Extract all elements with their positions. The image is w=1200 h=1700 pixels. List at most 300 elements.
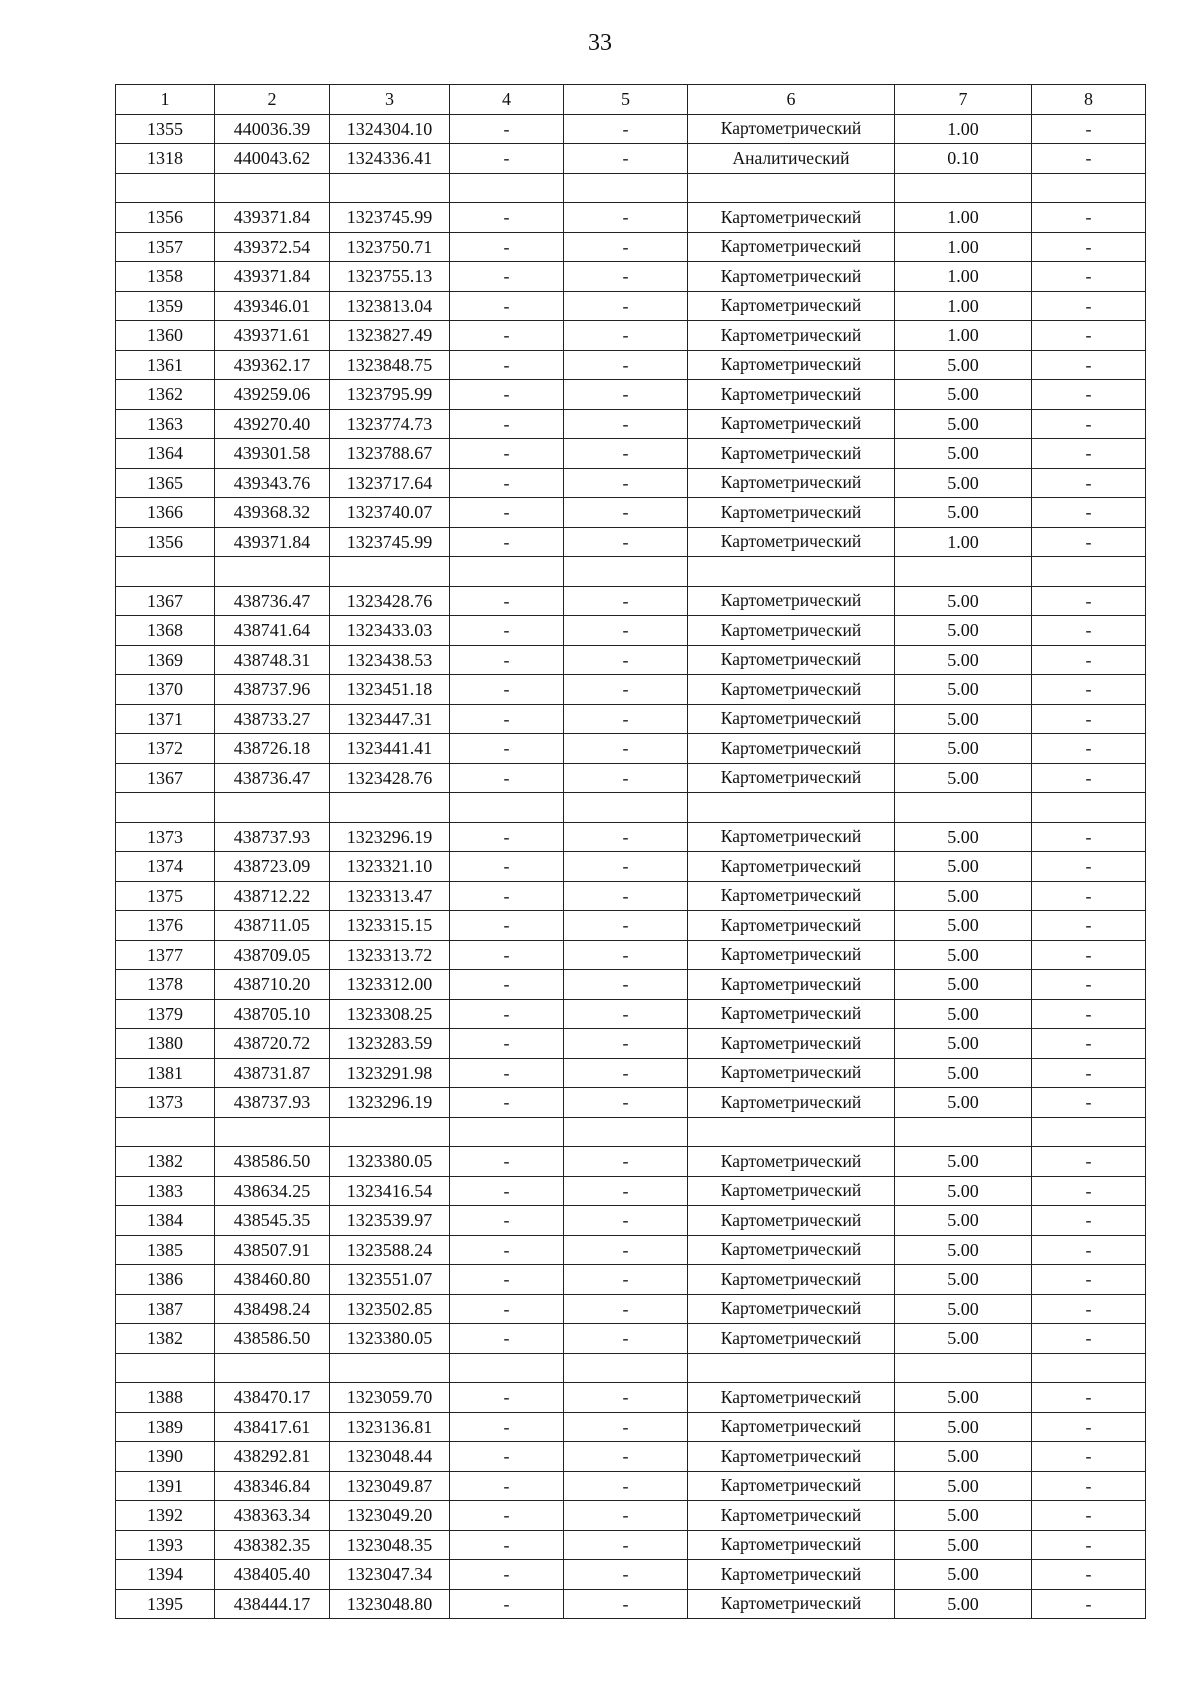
col-5-cell: - <box>564 498 688 528</box>
accuracy-cell: 5.00 <box>895 1589 1032 1619</box>
col-5-cell: - <box>564 439 688 469</box>
table-row <box>116 439 1146 469</box>
table-row <box>116 675 1146 705</box>
col-8-cell: - <box>1032 498 1146 528</box>
col-4-cell: - <box>450 232 564 262</box>
col-5-cell: - <box>564 1235 688 1265</box>
header-cell: 7 <box>895 85 1032 115</box>
col-4-cell: - <box>450 1412 564 1442</box>
y-coordinate-cell: 1323447.31 <box>330 704 450 734</box>
accuracy-cell: 5.00 <box>895 645 1032 675</box>
method-cell: Картометрический <box>688 999 895 1029</box>
col-8-cell <box>1032 1117 1146 1147</box>
y-coordinate-cell: 1323745.99 <box>330 527 450 557</box>
accuracy-cell: 5.00 <box>895 999 1032 1029</box>
point-number-cell: 1361 <box>116 350 215 380</box>
col-8-cell: - <box>1032 468 1146 498</box>
col-4-cell: - <box>450 675 564 705</box>
col-4-cell <box>450 173 564 203</box>
accuracy-cell: 5.00 <box>895 409 1032 439</box>
x-coordinate-cell: 439346.01 <box>215 291 330 321</box>
col-5-cell: - <box>564 586 688 616</box>
method-cell: Картометрический <box>688 616 895 646</box>
method-cell: Картометрический <box>688 852 895 882</box>
x-coordinate-cell: 438292.81 <box>215 1442 330 1472</box>
col-4-cell: - <box>450 763 564 793</box>
col-8-cell: - <box>1032 1147 1146 1177</box>
accuracy-cell: 5.00 <box>895 439 1032 469</box>
col-8-cell <box>1032 173 1146 203</box>
col-5-cell: - <box>564 1412 688 1442</box>
table-header <box>116 85 1146 115</box>
y-coordinate-cell: 1323380.05 <box>330 1324 450 1354</box>
col-8-cell: - <box>1032 1324 1146 1354</box>
method-cell: Картометрический <box>688 321 895 351</box>
x-coordinate-cell: 438705.10 <box>215 999 330 1029</box>
col-8-cell <box>1032 557 1146 587</box>
table-row <box>116 203 1146 233</box>
col-5-cell: - <box>564 262 688 292</box>
accuracy-cell <box>895 1117 1032 1147</box>
col-4-cell: - <box>450 1530 564 1560</box>
col-5-cell <box>564 793 688 823</box>
col-4-cell: - <box>450 1471 564 1501</box>
accuracy-cell: 5.00 <box>895 1530 1032 1560</box>
accuracy-cell: 5.00 <box>895 350 1032 380</box>
x-coordinate-cell: 439259.06 <box>215 380 330 410</box>
page-number: 33 <box>588 30 612 56</box>
col-8-cell: - <box>1032 822 1146 852</box>
x-coordinate-cell: 439371.84 <box>215 262 330 292</box>
accuracy-cell: 1.00 <box>895 291 1032 321</box>
table-row <box>116 1294 1146 1324</box>
point-number-cell: 1393 <box>116 1530 215 1560</box>
accuracy-cell: 5.00 <box>895 822 1032 852</box>
point-number-cell: 1370 <box>116 675 215 705</box>
col-8-cell: - <box>1032 203 1146 233</box>
point-number-cell: 1383 <box>116 1176 215 1206</box>
y-coordinate-cell: 1323755.13 <box>330 262 450 292</box>
method-cell: Картометрический <box>688 1383 895 1413</box>
accuracy-cell <box>895 173 1032 203</box>
x-coordinate-cell: 438363.34 <box>215 1501 330 1531</box>
table-row <box>116 1589 1146 1619</box>
accuracy-cell: 5.00 <box>895 586 1032 616</box>
col-4-cell: - <box>450 1560 564 1590</box>
x-coordinate-cell: 438460.80 <box>215 1265 330 1295</box>
x-coordinate-cell: 439371.84 <box>215 203 330 233</box>
col-4-cell: - <box>450 409 564 439</box>
point-number-cell <box>116 557 215 587</box>
header-cell: 8 <box>1032 85 1146 115</box>
accuracy-cell: 0.10 <box>895 144 1032 174</box>
table-row <box>116 1560 1146 1590</box>
col-4-cell: - <box>450 203 564 233</box>
method-cell: Картометрический <box>688 1058 895 1088</box>
y-coordinate-cell: 1323788.67 <box>330 439 450 469</box>
x-coordinate-cell: 439371.61 <box>215 321 330 351</box>
y-coordinate-cell: 1323428.76 <box>330 763 450 793</box>
col-8-cell: - <box>1032 350 1146 380</box>
x-coordinate-cell: 439301.58 <box>215 439 330 469</box>
x-coordinate-cell: 438731.87 <box>215 1058 330 1088</box>
x-coordinate-cell: 439343.76 <box>215 468 330 498</box>
col-4-cell: - <box>450 1235 564 1265</box>
point-number-cell: 1364 <box>116 439 215 469</box>
table-body <box>116 114 1146 1619</box>
accuracy-cell: 5.00 <box>895 734 1032 764</box>
y-coordinate-cell: 1323296.19 <box>330 1088 450 1118</box>
method-cell: Картометрический <box>688 1589 895 1619</box>
method-cell: Картометрический <box>688 291 895 321</box>
table-row <box>116 1265 1146 1295</box>
method-cell: Картометрический <box>688 970 895 1000</box>
col-5-cell: - <box>564 1560 688 1590</box>
col-4-cell: - <box>450 527 564 557</box>
col-5-cell: - <box>564 409 688 439</box>
point-number-cell: 1375 <box>116 881 215 911</box>
col-4-cell: - <box>450 881 564 911</box>
col-4-cell: - <box>450 1176 564 1206</box>
col-4-cell: - <box>450 114 564 144</box>
col-5-cell <box>564 173 688 203</box>
col-8-cell: - <box>1032 1383 1146 1413</box>
method-cell: Картометрический <box>688 1265 895 1295</box>
col-5-cell: - <box>564 881 688 911</box>
accuracy-cell: 5.00 <box>895 1029 1032 1059</box>
col-4-cell: - <box>450 999 564 1029</box>
table-row <box>116 1176 1146 1206</box>
method-cell: Картометрический <box>688 439 895 469</box>
col-4-cell: - <box>450 616 564 646</box>
point-number-cell: 1394 <box>116 1560 215 1590</box>
x-coordinate-cell: 438737.96 <box>215 675 330 705</box>
header-cell: 2 <box>215 85 330 115</box>
col-8-cell: - <box>1032 616 1146 646</box>
accuracy-cell: 5.00 <box>895 1235 1032 1265</box>
col-4-cell: - <box>450 822 564 852</box>
table-row <box>116 291 1146 321</box>
col-8-cell: - <box>1032 439 1146 469</box>
accuracy-cell: 5.00 <box>895 1324 1032 1354</box>
table-row <box>116 999 1146 1029</box>
accuracy-cell: 1.00 <box>895 114 1032 144</box>
point-number-cell: 1376 <box>116 911 215 941</box>
x-coordinate-cell: 438507.91 <box>215 1235 330 1265</box>
point-number-cell <box>116 793 215 823</box>
point-number-cell: 1386 <box>116 1265 215 1295</box>
table-row <box>116 852 1146 882</box>
y-coordinate-cell: 1323745.99 <box>330 203 450 233</box>
table-row <box>116 114 1146 144</box>
header-cell: 5 <box>564 85 688 115</box>
method-cell: Картометрический <box>688 1147 895 1177</box>
point-number-cell: 1366 <box>116 498 215 528</box>
accuracy-cell: 5.00 <box>895 1058 1032 1088</box>
method-cell: Картометрический <box>688 881 895 911</box>
col-4-cell <box>450 1353 564 1383</box>
accuracy-cell: 5.00 <box>895 1088 1032 1118</box>
col-8-cell: - <box>1032 144 1146 174</box>
point-number-cell: 1368 <box>116 616 215 646</box>
y-coordinate-cell: 1323539.97 <box>330 1206 450 1236</box>
col-4-cell: - <box>450 1029 564 1059</box>
point-number-cell: 1362 <box>116 380 215 410</box>
col-8-cell: - <box>1032 999 1146 1029</box>
table-row <box>116 409 1146 439</box>
col-5-cell: - <box>564 1294 688 1324</box>
col-4-cell <box>450 793 564 823</box>
table-row <box>116 350 1146 380</box>
point-number-cell: 1371 <box>116 704 215 734</box>
method-cell: Картометрический <box>688 1235 895 1265</box>
table-row <box>116 1058 1146 1088</box>
table-row <box>116 1353 1146 1383</box>
point-number-cell: 1367 <box>116 586 215 616</box>
y-coordinate-cell: 1323813.04 <box>330 291 450 321</box>
x-coordinate-cell <box>215 1353 330 1383</box>
col-4-cell: - <box>450 1442 564 1472</box>
col-5-cell: - <box>564 1265 688 1295</box>
method-cell: Картометрический <box>688 1501 895 1531</box>
method-cell: Картометрический <box>688 911 895 941</box>
method-cell: Картометрический <box>688 114 895 144</box>
point-number-cell: 1356 <box>116 527 215 557</box>
col-4-cell: - <box>450 1589 564 1619</box>
accuracy-cell <box>895 793 1032 823</box>
y-coordinate-cell: 1323296.19 <box>330 822 450 852</box>
method-cell <box>688 557 895 587</box>
method-cell: Картометрический <box>688 1294 895 1324</box>
col-5-cell: - <box>564 1530 688 1560</box>
method-cell: Картометрический <box>688 704 895 734</box>
col-5-cell: - <box>564 616 688 646</box>
accuracy-cell: 1.00 <box>895 321 1032 351</box>
accuracy-cell: 5.00 <box>895 1265 1032 1295</box>
accuracy-cell: 5.00 <box>895 468 1032 498</box>
col-4-cell: - <box>450 704 564 734</box>
table-row <box>116 911 1146 941</box>
method-cell: Картометрический <box>688 1176 895 1206</box>
col-5-cell: - <box>564 291 688 321</box>
col-8-cell: - <box>1032 262 1146 292</box>
table-row <box>116 232 1146 262</box>
point-number-cell: 1358 <box>116 262 215 292</box>
method-cell: Картометрический <box>688 527 895 557</box>
x-coordinate-cell: 438417.61 <box>215 1412 330 1442</box>
col-5-cell: - <box>564 380 688 410</box>
col-4-cell: - <box>450 1383 564 1413</box>
accuracy-cell: 5.00 <box>895 498 1032 528</box>
col-8-cell: - <box>1032 1029 1146 1059</box>
point-number-cell: 1384 <box>116 1206 215 1236</box>
x-coordinate-cell: 438382.35 <box>215 1530 330 1560</box>
col-5-cell: - <box>564 675 688 705</box>
method-cell: Картометрический <box>688 468 895 498</box>
col-5-cell: - <box>564 1383 688 1413</box>
y-coordinate-cell: 1323551.07 <box>330 1265 450 1295</box>
col-4-cell: - <box>450 1265 564 1295</box>
accuracy-cell: 5.00 <box>895 1501 1032 1531</box>
method-cell: Картометрический <box>688 498 895 528</box>
y-coordinate-cell <box>330 793 450 823</box>
table-row <box>116 763 1146 793</box>
col-8-cell: - <box>1032 1294 1146 1324</box>
accuracy-cell: 5.00 <box>895 763 1032 793</box>
method-cell: Картометрический <box>688 763 895 793</box>
y-coordinate-cell: 1323502.85 <box>330 1294 450 1324</box>
col-5-cell: - <box>564 704 688 734</box>
x-coordinate-cell <box>215 557 330 587</box>
header-cell: 6 <box>688 85 895 115</box>
col-8-cell: - <box>1032 911 1146 941</box>
table-row <box>116 557 1146 587</box>
col-4-cell: - <box>450 940 564 970</box>
point-number-cell: 1391 <box>116 1471 215 1501</box>
method-cell: Картометрический <box>688 1560 895 1590</box>
method-cell: Картометрический <box>688 645 895 675</box>
table-row <box>116 616 1146 646</box>
col-4-cell: - <box>450 1501 564 1531</box>
x-coordinate-cell: 438346.84 <box>215 1471 330 1501</box>
table-row <box>116 1471 1146 1501</box>
col-8-cell: - <box>1032 881 1146 911</box>
col-8-cell: - <box>1032 763 1146 793</box>
col-5-cell: - <box>564 1589 688 1619</box>
y-coordinate-cell <box>330 1353 450 1383</box>
y-coordinate-cell: 1324304.10 <box>330 114 450 144</box>
x-coordinate-cell: 440043.62 <box>215 144 330 174</box>
y-coordinate-cell: 1323049.20 <box>330 1501 450 1531</box>
col-5-cell: - <box>564 1147 688 1177</box>
col-5-cell: - <box>564 1471 688 1501</box>
point-number-cell: 1382 <box>116 1147 215 1177</box>
x-coordinate-cell: 438726.18 <box>215 734 330 764</box>
x-coordinate-cell: 438545.35 <box>215 1206 330 1236</box>
x-coordinate-cell: 438736.47 <box>215 586 330 616</box>
col-4-cell: - <box>450 321 564 351</box>
table-row <box>116 1530 1146 1560</box>
table-row <box>116 940 1146 970</box>
y-coordinate-cell: 1323048.35 <box>330 1530 450 1560</box>
table-row <box>116 822 1146 852</box>
header-cell: 1 <box>116 85 215 115</box>
col-8-cell: - <box>1032 1235 1146 1265</box>
method-cell: Картометрический <box>688 940 895 970</box>
point-number-cell: 1356 <box>116 203 215 233</box>
y-coordinate-cell: 1323428.76 <box>330 586 450 616</box>
y-coordinate-cell: 1323774.73 <box>330 409 450 439</box>
accuracy-cell: 5.00 <box>895 380 1032 410</box>
col-5-cell: - <box>564 1206 688 1236</box>
col-5-cell: - <box>564 350 688 380</box>
x-coordinate-cell <box>215 793 330 823</box>
col-8-cell: - <box>1032 321 1146 351</box>
table-row <box>116 1412 1146 1442</box>
point-number-cell: 1388 <box>116 1383 215 1413</box>
y-coordinate-cell: 1323438.53 <box>330 645 450 675</box>
table-row <box>116 1324 1146 1354</box>
table-row <box>116 321 1146 351</box>
point-number-cell: 1318 <box>116 144 215 174</box>
accuracy-cell: 5.00 <box>895 1412 1032 1442</box>
col-5-cell: - <box>564 203 688 233</box>
table-row <box>116 1501 1146 1531</box>
accuracy-cell: 5.00 <box>895 911 1032 941</box>
accuracy-cell: 5.00 <box>895 1383 1032 1413</box>
table-row <box>116 970 1146 1000</box>
col-5-cell: - <box>564 1088 688 1118</box>
y-coordinate-cell: 1323048.44 <box>330 1442 450 1472</box>
point-number-cell <box>116 1353 215 1383</box>
table-row <box>116 734 1146 764</box>
col-8-cell: - <box>1032 232 1146 262</box>
method-cell: Картометрический <box>688 822 895 852</box>
table-row <box>116 498 1146 528</box>
col-5-cell: - <box>564 527 688 557</box>
x-coordinate-cell: 438737.93 <box>215 1088 330 1118</box>
x-coordinate-cell: 439371.84 <box>215 527 330 557</box>
method-cell: Картометрический <box>688 1206 895 1236</box>
accuracy-cell: 5.00 <box>895 1206 1032 1236</box>
point-number-cell <box>116 173 215 203</box>
x-coordinate-cell: 438405.40 <box>215 1560 330 1590</box>
col-4-cell: - <box>450 852 564 882</box>
col-8-cell: - <box>1032 1058 1146 1088</box>
x-coordinate-cell: 438586.50 <box>215 1147 330 1177</box>
col-8-cell <box>1032 793 1146 823</box>
col-5-cell: - <box>564 1029 688 1059</box>
col-4-cell: - <box>450 911 564 941</box>
x-coordinate-cell: 439362.17 <box>215 350 330 380</box>
col-5-cell <box>564 1117 688 1147</box>
method-cell: Картометрический <box>688 1471 895 1501</box>
method-cell: Картометрический <box>688 380 895 410</box>
col-5-cell: - <box>564 144 688 174</box>
table-row <box>116 468 1146 498</box>
col-5-cell: - <box>564 1442 688 1472</box>
col-8-cell: - <box>1032 704 1146 734</box>
point-number-cell <box>116 1117 215 1147</box>
y-coordinate-cell: 1323795.99 <box>330 380 450 410</box>
method-cell <box>688 173 895 203</box>
y-coordinate-cell: 1323433.03 <box>330 616 450 646</box>
method-cell: Картометрический <box>688 203 895 233</box>
col-8-cell: - <box>1032 970 1146 1000</box>
x-coordinate-cell: 440036.39 <box>215 114 330 144</box>
method-cell: Картометрический <box>688 1324 895 1354</box>
coordinates-table <box>115 84 1146 1619</box>
table-row <box>116 1206 1146 1236</box>
accuracy-cell: 5.00 <box>895 1560 1032 1590</box>
point-number-cell: 1392 <box>116 1501 215 1531</box>
col-4-cell: - <box>450 468 564 498</box>
col-8-cell: - <box>1032 409 1146 439</box>
col-4-cell: - <box>450 970 564 1000</box>
table-row <box>116 1235 1146 1265</box>
col-8-cell: - <box>1032 1265 1146 1295</box>
table-row <box>116 1383 1146 1413</box>
col-4-cell: - <box>450 1058 564 1088</box>
col-5-cell: - <box>564 232 688 262</box>
point-number-cell: 1373 <box>116 822 215 852</box>
point-number-cell: 1380 <box>116 1029 215 1059</box>
col-5-cell: - <box>564 468 688 498</box>
table-row <box>116 586 1146 616</box>
x-coordinate-cell: 438710.20 <box>215 970 330 1000</box>
point-number-cell: 1379 <box>116 999 215 1029</box>
col-5-cell: - <box>564 1176 688 1206</box>
